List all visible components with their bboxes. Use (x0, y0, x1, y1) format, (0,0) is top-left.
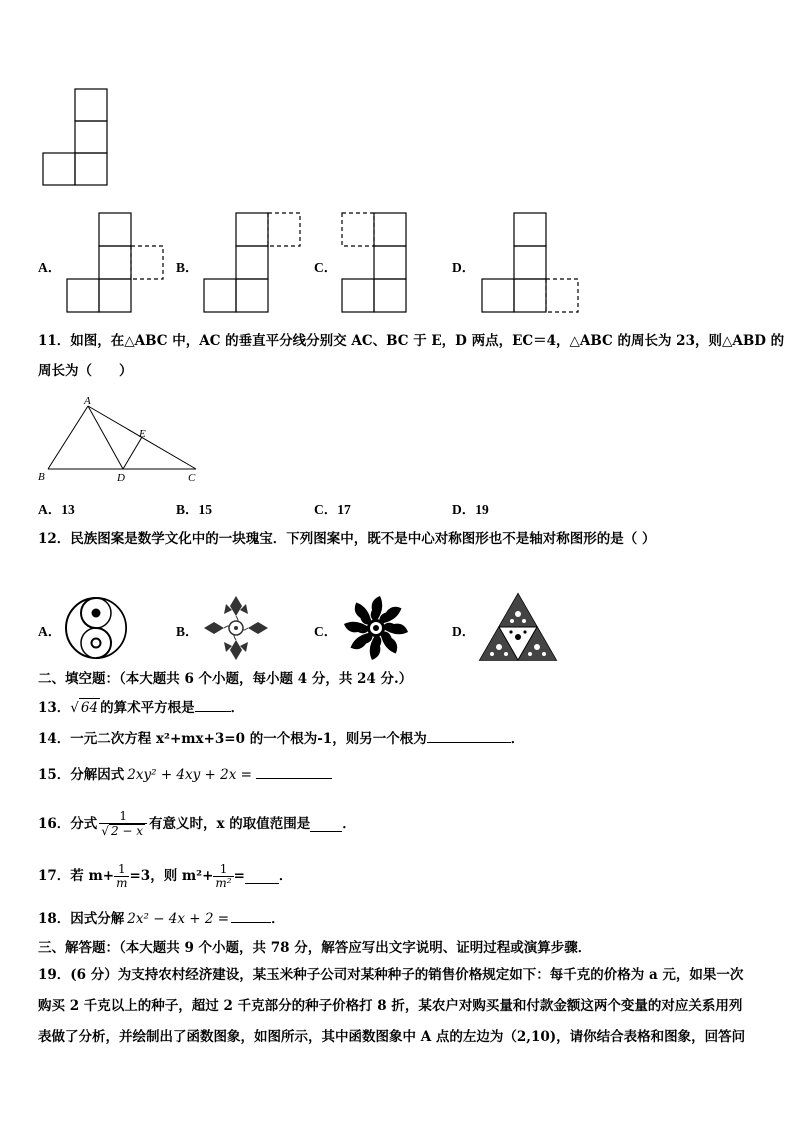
q18-answer-blank[interactable] (231, 908, 271, 923)
q17-end: ． (278, 868, 293, 884)
q17-fraction-1 (114, 863, 129, 890)
q14-end: ． (510, 731, 525, 747)
q10-option-c-figure (341, 212, 451, 317)
triangle-pattern-icon (478, 592, 558, 662)
q16-num: 16．分式 (38, 816, 98, 832)
four-leaf-ornament-icon (200, 592, 272, 664)
q11-label-d: D (117, 472, 125, 484)
q12-option-a-label[interactable]: A． (38, 624, 62, 639)
q10-option-b-label[interactable]: B． (176, 260, 199, 275)
q16 (38, 804, 356, 844)
section2-title: 二、填空题：（本大题共 6 个小题，每小题 4 分，共 24 分.） (38, 671, 413, 687)
q11-label-b: B (38, 471, 45, 483)
q17-answer-blank[interactable] (245, 869, 279, 884)
q16-frac-den: 2 − x (110, 824, 144, 838)
q19-line1: 19．(6 分）为支持农村经济建设，某玉米种子公司对某种种子的销售价格规定如下：每千克的价格为 a 元，如果一次 (38, 967, 744, 983)
q10-main-figure (41, 88, 111, 188)
q16-fraction (99, 810, 147, 838)
q10-option-a-label[interactable]: A． (38, 260, 62, 275)
q11-option-a[interactable]: A．13 (38, 502, 75, 517)
q13-answer-blank[interactable] (195, 697, 231, 712)
q17-mid: =3，则 m²+ (129, 868, 214, 884)
q11-label-c: C (188, 472, 196, 484)
section3-title: 三、解答题：（本大题共 9 个小题，共 78 分，解答应写出文字说明、证明过程或演算步骤． (38, 940, 592, 956)
q10-option-a-figure (66, 212, 176, 317)
q14-answer-blank[interactable] (427, 728, 511, 743)
q17-frac2-num: 1 (213, 863, 233, 877)
q11-label-a: A (84, 395, 91, 407)
q17-frac1-num: 1 (114, 863, 129, 877)
q17-num: 17．若 m+ (38, 868, 115, 884)
q11-text-line2: 周长为（ ） (38, 363, 133, 379)
q11-triangle-figure (38, 394, 208, 484)
q17-eq: = (233, 868, 245, 884)
q11-text-line1: 11．如图，在△ABC 中，AC 的垂直平分线分别交 AC、BC 于 E，D 两点，EC＝4，△ABC 的周长为 23，则△ABD 的 (38, 333, 785, 349)
q13-num: 13． (38, 700, 71, 716)
q16-end: ． (342, 816, 356, 832)
yin-yang-icon (64, 596, 128, 660)
sqrt-symbol-icon: √ (70, 700, 79, 716)
q11-option-b[interactable]: B．15 (176, 502, 213, 517)
q10-option-d-figure (481, 212, 591, 317)
q19-line2: 购买 2 千克以上的种子，超过 2 千克部分的种子价格打 8 折，某农户对购买量和付款金额这两个变量的对应关系用列 (38, 998, 743, 1014)
q19-line3: 表做了分析，并绘制出了函数图象，如图所示，其中函数图象中 A 点的左边为（2,10)，请你结合表格和图象，回答问 (38, 1029, 746, 1045)
q13-suffix: 的算术平方根是 (100, 700, 195, 716)
q16-suffix: 有意义时，x 的取值范围是 (149, 816, 311, 832)
q17-frac2-den: m² (215, 875, 232, 890)
q17-frac1-den: m (116, 875, 128, 890)
q18-end: ． (271, 911, 285, 927)
q12-option-d-label[interactable]: D． (452, 624, 476, 639)
sqrt-symbol-icon: √ (101, 824, 109, 838)
q18 (38, 908, 285, 928)
pinwheel-flower-icon (340, 592, 412, 664)
q13-end: ． (230, 700, 245, 716)
q16-frac-den-wrap (99, 824, 147, 838)
q11-option-c[interactable]: C．17 (314, 502, 351, 517)
q16-answer-blank[interactable] (310, 817, 342, 832)
q12-text: 12．民族图案是数学文化中的一块瑰宝．下列图案中，既不是中心对称图形也不是轴对称图形的是（ ） (38, 531, 656, 547)
q14-text: 14．一元二次方程 x²+mx+3=0 的一个根为-1，则另一个根为 (38, 731, 427, 747)
q17 (38, 856, 292, 896)
q10-option-c-label[interactable]: C． (314, 260, 338, 275)
q12-option-b-label[interactable]: B． (176, 624, 199, 639)
q16-frac-num: 1 (99, 810, 147, 824)
q15-num: 15．分解因式 (38, 767, 125, 783)
q13 (38, 697, 244, 717)
q13-radicand: 64 (80, 700, 99, 716)
q17-fraction-2 (213, 863, 233, 890)
q11-option-d[interactable]: D．19 (452, 502, 489, 517)
q12-option-c-label[interactable]: C． (314, 624, 338, 639)
q15 (38, 764, 332, 784)
q11-label-e: E (139, 428, 146, 440)
q18-expression: 2x² − 4x + 2 = (127, 911, 230, 927)
q10-option-d-label[interactable]: D． (452, 260, 476, 275)
q14 (38, 728, 524, 748)
q15-expression: 2xy² + 4xy + 2x = (127, 767, 252, 783)
q15-answer-blank[interactable] (256, 764, 332, 779)
q10-option-b-figure (203, 212, 313, 317)
q18-num: 18．因式分解 (38, 911, 125, 927)
